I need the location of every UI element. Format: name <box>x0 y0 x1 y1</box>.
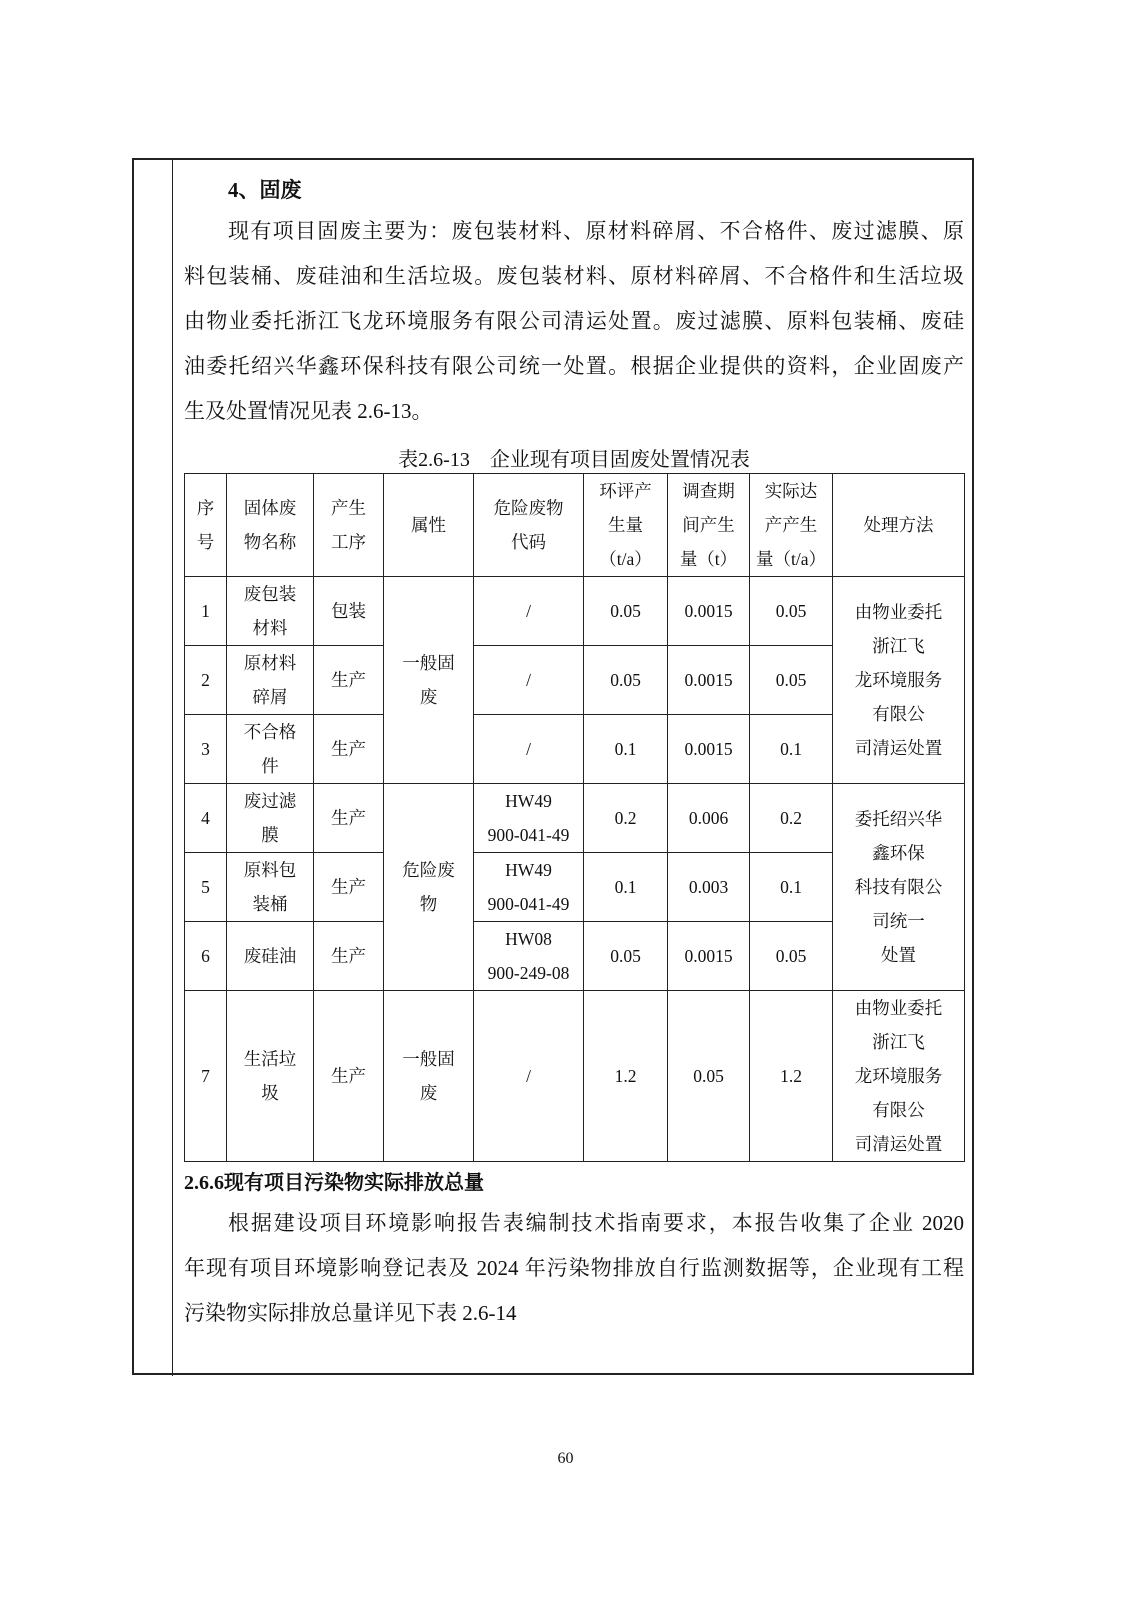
cell-eia: 0.05 <box>584 922 668 991</box>
cell-name: 废硅油 <box>227 922 314 991</box>
header-cell: 序 号 <box>185 474 227 577</box>
cell-survey: 0.0015 <box>668 577 750 646</box>
page-number: 60 <box>557 1450 574 1467</box>
header-cell: 危险废物 代码 <box>474 474 584 577</box>
paragraph-line: 生及处置情况见表 2.6-13。 <box>184 399 433 423</box>
cell-attribute: 一般固 废 <box>384 991 474 1162</box>
cell-process: 生产 <box>314 991 384 1162</box>
cell-actual: 0.05 <box>750 577 833 646</box>
cell-actual: 0.05 <box>750 922 833 991</box>
cell-attribute: 危险废 物 <box>384 784 474 991</box>
cell-method: 委托绍兴华 鑫环保 科技有限公 司统一 处置 <box>833 784 965 991</box>
cell-name: 废包装 材料 <box>227 577 314 646</box>
header-cell: 处理方法 <box>833 474 965 577</box>
cell-name: 生活垃 圾 <box>227 991 314 1162</box>
header-cell: 产生 工序 <box>314 474 384 577</box>
header-cell: 属性 <box>384 474 474 577</box>
cell-actual: 1.2 <box>750 991 833 1162</box>
cell-process: 生产 <box>314 922 384 991</box>
cell-method: 由物业委托 浙江飞 龙环境服务 有限公 司清运处置 <box>833 577 965 784</box>
cell-name: 原材料 碎屑 <box>227 646 314 715</box>
cell-survey: 0.003 <box>668 853 750 922</box>
cell-no: 4 <box>185 784 227 853</box>
cell-survey: 0.006 <box>668 784 750 853</box>
cell-name: 废过滤 膜 <box>227 784 314 853</box>
section-heading-emissions: 2.6.6现有项目污染物实际排放总量 <box>184 1172 484 1194</box>
header-cell: 固体废 物名称 <box>227 474 314 577</box>
paragraph-line: 根据建设项目环境影响报告表编制技术指南要求，本报告收集了企业 2020 <box>228 1211 964 1235</box>
table-row <box>185 577 965 646</box>
table-row <box>185 784 965 853</box>
solid-waste-table <box>184 473 965 1162</box>
cell-attribute: 一般固 废 <box>384 577 474 784</box>
cell-process: 生产 <box>314 715 384 784</box>
cell-method: 由物业委托 浙江飞 龙环境服务 有限公 司清运处置 <box>833 991 965 1162</box>
cell-eia: 0.1 <box>584 715 668 784</box>
cell-no: 5 <box>185 853 227 922</box>
solid-waste-paragraph <box>184 209 964 434</box>
cell-process: 生产 <box>314 646 384 715</box>
paragraph-line: 现有项目固废主要为：废包装材料、原材料碎屑、不合格件、废过滤膜、原 <box>228 219 964 243</box>
cell-actual: 0.2 <box>750 784 833 853</box>
cell-code: / <box>474 577 584 646</box>
cell-no: 2 <box>185 646 227 715</box>
cell-survey: 0.0015 <box>668 646 750 715</box>
cell-code: HW49 900-041-49 <box>474 784 584 853</box>
table-row <box>185 991 965 1162</box>
cell-name: 原料包 装桶 <box>227 853 314 922</box>
paragraph-line: 料包装桶、废硅油和生活垃圾。废包装材料、原材料碎屑、不合格件和生活垃圾 <box>184 264 964 288</box>
cell-actual: 0.1 <box>750 715 833 784</box>
cell-no: 3 <box>185 715 227 784</box>
cell-actual: 0.05 <box>750 646 833 715</box>
cell-no: 7 <box>185 991 227 1162</box>
cell-name: 不合格 件 <box>227 715 314 784</box>
cell-actual: 0.1 <box>750 853 833 922</box>
section-heading-solid-waste: 4、固废 <box>228 178 302 202</box>
cell-process: 包装 <box>314 577 384 646</box>
cell-process: 生产 <box>314 853 384 922</box>
cell-eia: 1.2 <box>584 991 668 1162</box>
cell-survey: 0.0015 <box>668 715 750 784</box>
cell-eia: 0.05 <box>584 577 668 646</box>
cell-no: 1 <box>185 577 227 646</box>
cell-eia: 0.2 <box>584 784 668 853</box>
emissions-paragraph <box>184 1201 964 1336</box>
cell-code: HW08 900-249-08 <box>474 922 584 991</box>
header-cell: 实际达 产产生 量（t/a） <box>750 474 833 577</box>
table-header-row <box>185 474 965 577</box>
cell-process: 生产 <box>314 784 384 853</box>
frame-divider <box>172 158 173 1376</box>
cell-code: / <box>474 715 584 784</box>
header-cell: 环评产 生量 （t/a） <box>584 474 668 577</box>
paragraph-line: 污染物实际排放总量详见下表 2.6-14 <box>184 1301 517 1325</box>
cell-survey: 0.05 <box>668 991 750 1162</box>
cell-code: / <box>474 991 584 1162</box>
paragraph-line: 由物业委托浙江飞龙环境服务有限公司清运处置。废过滤膜、原料包装桶、废硅 <box>184 309 964 333</box>
cell-code: HW49 900-041-49 <box>474 853 584 922</box>
cell-eia: 0.1 <box>584 853 668 922</box>
paragraph-line: 年现有项目环境影响登记表及 2024 年污染物排放自行监测数据等，企业现有工程 <box>184 1256 964 1280</box>
cell-survey: 0.0015 <box>668 922 750 991</box>
table-caption: 表2.6-13 企业现有项目固废处置情况表 <box>398 449 750 471</box>
header-cell: 调查期 间产生 量（t） <box>668 474 750 577</box>
cell-no: 6 <box>185 922 227 991</box>
cell-code: / <box>474 646 584 715</box>
paragraph-line: 油委托绍兴华鑫环保科技有限公司统一处置。根据企业提供的资料，企业固废产 <box>184 354 964 378</box>
cell-eia: 0.05 <box>584 646 668 715</box>
